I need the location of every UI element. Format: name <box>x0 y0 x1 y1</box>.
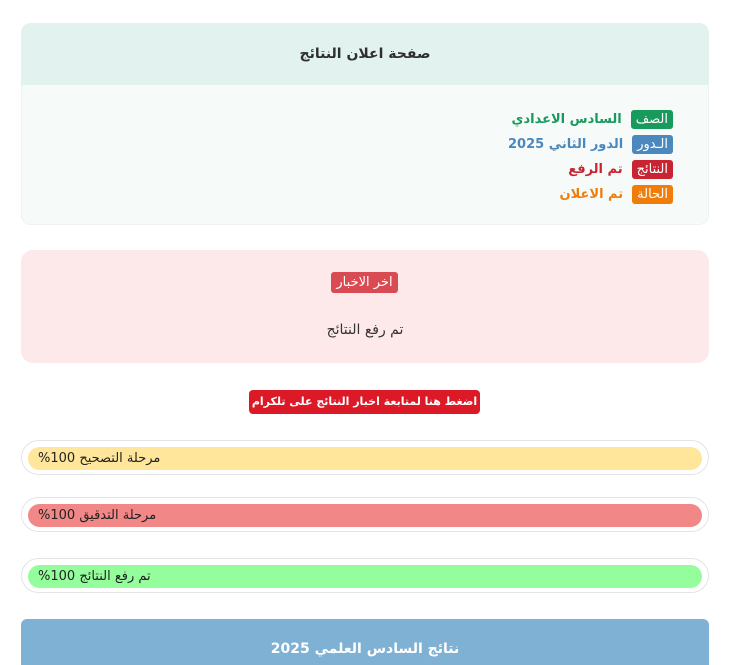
progress-audit <box>21 497 709 532</box>
status-value: تم الاعلان <box>559 187 624 202</box>
info-row-round <box>508 132 673 157</box>
progress-correction-fill: مرحلة التصحيح 100% <box>28 447 702 470</box>
latest-news-badge: اخر الاخبار <box>331 272 398 293</box>
progress-upload <box>21 558 709 593</box>
card-header-title: صفحة اعلان النتائج <box>21 23 709 85</box>
progress-audit-fill: مرحلة التدقيق 100% <box>28 504 702 527</box>
results-tag: النتائج <box>632 160 673 179</box>
latest-news-text: تم رفع النتائج <box>326 322 404 338</box>
round-tag: الـدور <box>632 135 673 154</box>
grade-value: السادس الاعدادي <box>511 112 622 127</box>
info-row-grade <box>508 107 673 132</box>
progress-correction <box>21 440 709 475</box>
telegram-follow-button[interactable]: اضغط هنا لمتابعة اخبار النتائج على تلكرام <box>249 390 480 414</box>
info-row-results <box>508 157 673 182</box>
grade-tag: الصف <box>631 110 673 129</box>
round-value: الدور الثاني 2025 <box>508 137 624 152</box>
results-value: تم الرفع <box>568 162 623 177</box>
latest-news-card <box>21 250 709 363</box>
science-results-header: نتائج السادس العلمي 2025 <box>21 619 709 665</box>
progress-upload-fill: تم رفع النتائج 100% <box>28 565 702 588</box>
info-list <box>508 107 673 207</box>
status-tag: الحالة <box>632 185 673 204</box>
results-announcement-card <box>21 23 709 225</box>
info-row-status <box>508 182 673 207</box>
